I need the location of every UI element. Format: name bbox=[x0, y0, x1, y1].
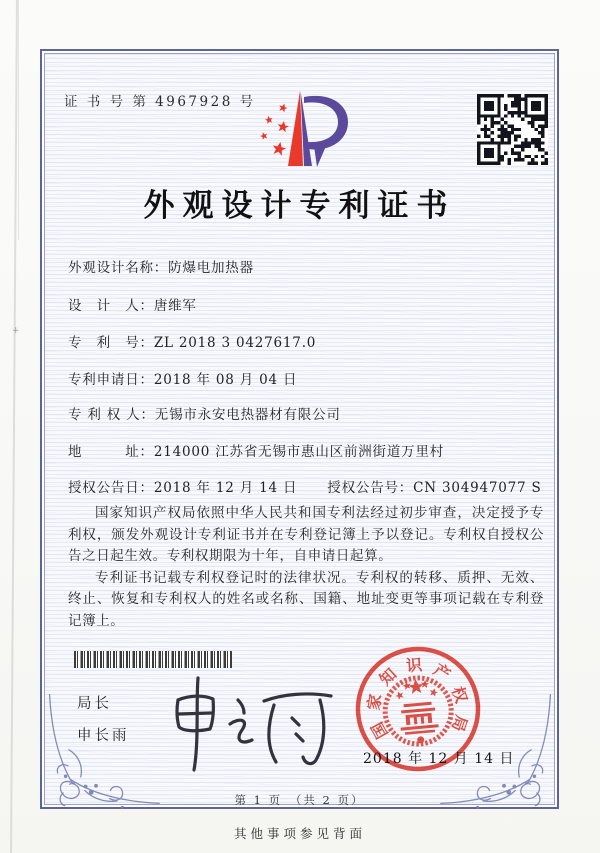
field-application-date bbox=[68, 368, 297, 388]
field-patent-number bbox=[68, 331, 316, 351]
scan-edge-line bbox=[18, 0, 19, 240]
certificate-title: 外观设计专利证书 bbox=[143, 188, 456, 224]
field-label: 外观设计名称： bbox=[68, 260, 169, 276]
field-value: 2018 年 08 月 04 日 bbox=[153, 372, 298, 388]
director-signature bbox=[168, 672, 343, 777]
page-number: 第 1 页 （共 2 页） bbox=[234, 793, 365, 807]
seal-ring-char: 家 bbox=[363, 692, 386, 712]
legal-paragraph: 专利证书记载专利权登记时的法律状况。专利权的转移、质押、无效、终止、恢复和专利权人的姓名或名称、国籍、地址变更等事项记载在专利登记簿上。 bbox=[68, 569, 544, 629]
legal-text-block bbox=[68, 503, 544, 632]
field-label: 授权公告日： bbox=[68, 480, 154, 496]
seal-ring-char: 局 bbox=[448, 712, 472, 734]
field-address bbox=[68, 440, 444, 460]
field-label: 专利申请日： bbox=[68, 372, 154, 388]
seal-ring-char: 产 bbox=[430, 659, 454, 685]
field-label: 专 利 号： bbox=[68, 335, 154, 351]
field-patentee bbox=[68, 403, 341, 423]
field-design-name bbox=[68, 256, 254, 276]
barcode bbox=[74, 651, 232, 668]
field-designer bbox=[68, 294, 197, 314]
field-label: 授权公告号： bbox=[327, 480, 414, 496]
qr-code bbox=[477, 94, 548, 165]
field-grant-row bbox=[68, 476, 542, 496]
signer-title: 局长 bbox=[77, 696, 112, 712]
field-value: 无锡市永安电热器材有限公司 bbox=[154, 407, 341, 423]
field-value: ZL 2018 3 0427617.0 bbox=[153, 335, 317, 351]
cnipa-patent-logo-icon bbox=[251, 89, 361, 169]
seal-ring-char: 知 bbox=[375, 664, 401, 690]
field-value: 唐维军 bbox=[153, 298, 197, 314]
field-value: CN 304947077 S bbox=[413, 480, 542, 496]
back-side-note: 其他事项参见背面 bbox=[233, 826, 366, 841]
field-label: 设 计 人： bbox=[68, 298, 154, 314]
certificate-number: 证 书 号 第 4967928 号 bbox=[64, 94, 256, 110]
field-label: 专 利 权 人： bbox=[68, 407, 155, 423]
scan-registration-mark: + bbox=[12, 326, 20, 336]
seal-ring-char: 权 bbox=[448, 684, 472, 706]
field-value: 214000 江苏省无锡市惠山区前洲街道万里村 bbox=[153, 444, 445, 460]
seal-ring-char: 国 bbox=[367, 718, 392, 742]
legal-paragraph: 国家知识产权局依照中华人民共和国专利法经过初步审查，决定授予专利权，颁发外观设计专利证书并在专利登记簿上予以登记。专利权自授权公告之日起生效。专利权期限为十年，自申请日起算。 bbox=[68, 505, 544, 564]
field-label: 地 址： bbox=[68, 444, 154, 460]
field-value: 2018 年 12 月 14 日 bbox=[153, 480, 298, 496]
signer-name: 申长雨 bbox=[77, 728, 130, 744]
scan-edge-line bbox=[10, 0, 18, 853]
seal-ring-char: 识 bbox=[405, 655, 423, 676]
field-value: 防爆电加热器 bbox=[168, 260, 254, 276]
grant-date-under-seal: 2018 年 12 月 14 日 bbox=[363, 751, 515, 767]
official-seal bbox=[346, 637, 489, 780]
